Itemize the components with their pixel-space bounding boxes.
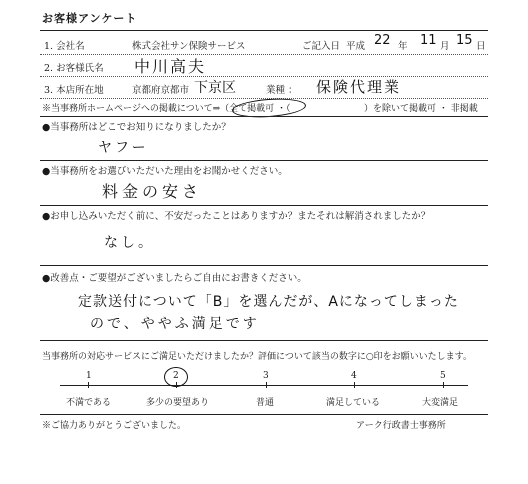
selected-rating-circle xyxy=(164,367,188,387)
q4-answer-line1: 定款送付について「B」を選んだが、Aになってしまった xyxy=(78,294,459,310)
q4-question: ●改善点・ご要望がございましたらご自由にお書きください。 xyxy=(42,273,307,284)
era-label: 平成 xyxy=(346,41,366,52)
scale-label-4: 満足している xyxy=(326,398,381,408)
scale-label-2: 多少の要望あり xyxy=(146,398,210,408)
address-printed: 京都府京都市 xyxy=(132,85,190,96)
date-label: ご記入日 xyxy=(302,41,341,52)
q4-answer-line2: ので、ややふ満足です xyxy=(90,316,260,332)
publish-note: ※当事務所ホームページへの掲載について⇒（全て掲載可 ・（ xyxy=(42,104,291,114)
year-value: 22 xyxy=(374,33,391,48)
scale-num-1: 1 xyxy=(86,371,92,381)
scale-num-5: 5 xyxy=(440,371,446,381)
month-unit: 月 xyxy=(440,41,450,52)
year-unit: 年 xyxy=(398,41,408,52)
month-value: 11 xyxy=(420,33,437,48)
q2-question: ●当事務所をお選びいただいた理由をお聞かせください。 xyxy=(42,166,288,177)
scale-label-5: 大変満足 xyxy=(422,398,459,408)
industry-value: 保険代理業 xyxy=(316,78,402,96)
q1-answer: ヤフー xyxy=(98,140,149,156)
footer-organization: アーク行政書士事務所 xyxy=(356,421,446,431)
q3-question: ●お申し込みいただく前に、不安だったことはありますか？またそれは解消されましたか？ xyxy=(42,211,431,222)
q3-answer: なし。 xyxy=(104,235,155,251)
scale-label-1: 不満である xyxy=(66,398,112,408)
publish-note-end: ）を除いて掲載可 ・ 非掲載 xyxy=(364,104,478,114)
form-title: お客様アンケート xyxy=(42,12,138,25)
scale-num-3: 3 xyxy=(263,371,269,381)
scale-num-4: 4 xyxy=(351,371,357,381)
day-value: 15 xyxy=(456,33,473,48)
address-handwritten: 下京区 xyxy=(194,80,236,96)
footer-thanks: ※ご協力ありがとうございました。 xyxy=(42,421,187,431)
day-unit: 日 xyxy=(476,41,486,52)
q2-answer: 料金の安さ xyxy=(102,182,203,201)
q1-question: ●当事務所はどこでお知りになりましたか？ xyxy=(42,122,231,133)
address-label: 3. 本店所在地 xyxy=(44,85,104,96)
customer-name-value: 中川高夫 xyxy=(134,57,207,76)
scale-num-2: 2 xyxy=(173,371,179,381)
scale-label-3: 普通 xyxy=(256,398,275,408)
customer-name-label: 2. お客様氏名 xyxy=(44,63,104,74)
industry-label: 業種 ： xyxy=(266,85,298,96)
satisfaction-question: 当事務所の対応サービスにご満足いただけましたか？評価について該当の数字に○印をお願いいたします。 xyxy=(42,352,472,362)
company-label: 1. 会社名 xyxy=(44,41,85,52)
company-value: 株式会社サン保険サービス xyxy=(132,41,246,52)
